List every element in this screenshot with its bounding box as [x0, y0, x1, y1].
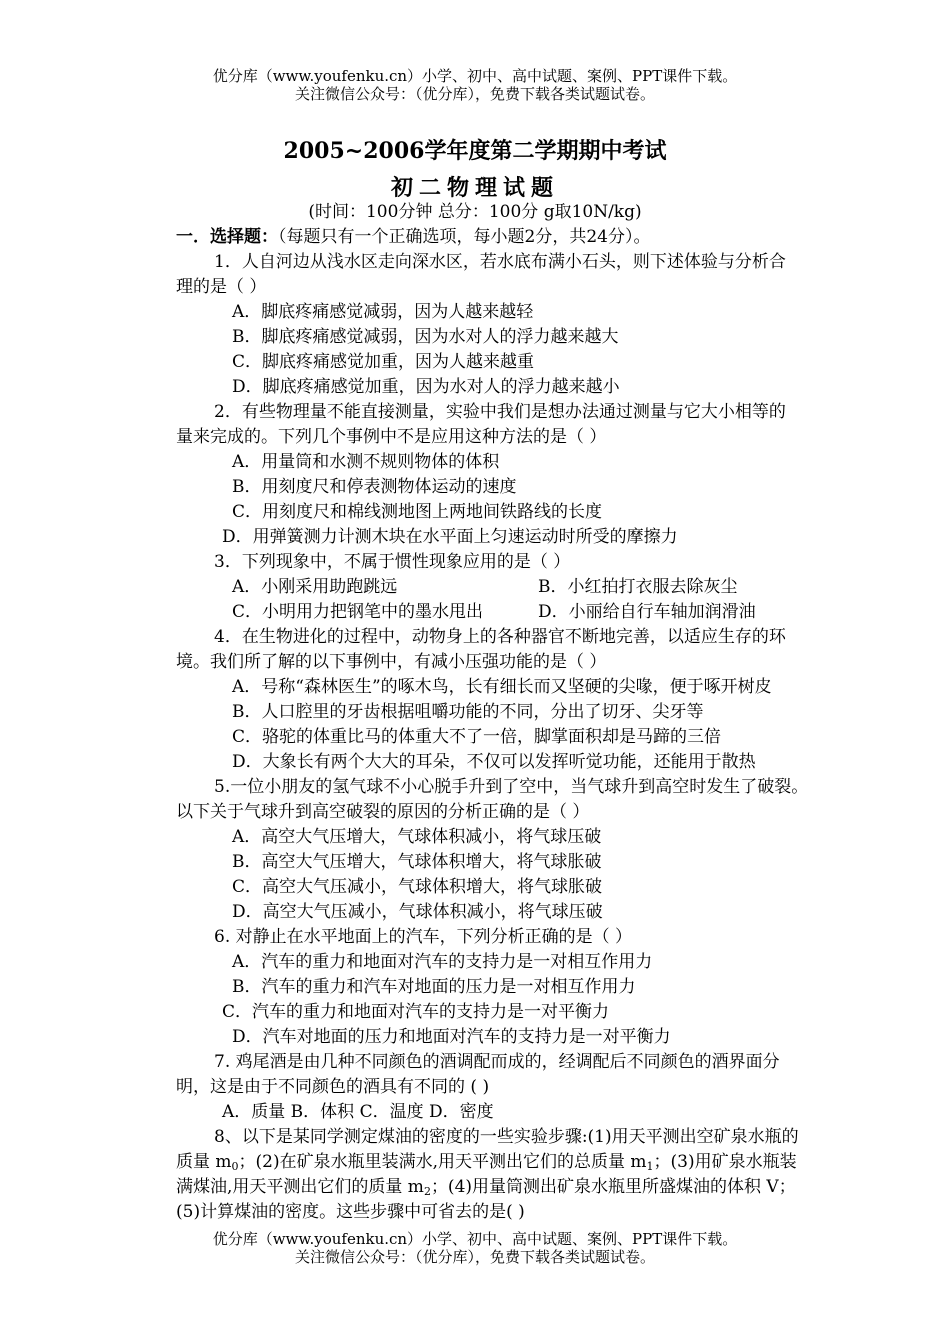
q2-stem-line-1: 2．有些物理量不能直接测量，实验中我们是想办法通过测量与它大小相等的 — [214, 402, 786, 422]
q7-stem-line-1: 7. 鸡尾酒是由几种不同颜色的酒调配而成的，经调配后不同颜色的酒界面分 — [214, 1052, 780, 1072]
footer-line-2: 关注微信公众号：（优分库），免费下载各类试题试卷。 — [294, 1248, 655, 1266]
q3-stem: 3．下列现象中，不属于惯性现象应用的是（ ） — [214, 552, 571, 572]
q1-option-c: C．脚底疼痛感觉加重，因为人越来越重 — [232, 352, 535, 372]
exam-info: (时间：100分钟 总分：100分 g取10N/kg) — [308, 202, 642, 222]
q7-options: A．质量 B．体积 C．温度 D．密度 — [222, 1102, 494, 1122]
q4-stem-line-1: 4．在生物进化的过程中，动物身上的各种器官不断地完善，以适应生存的环 — [214, 627, 786, 647]
q3-option-b: B．小红拍打衣服去除灰尘 — [538, 577, 738, 597]
header-line-1: 优分库（www.youfenku.cn）小学、初中、高中试题、案例、PPT课件下载。 — [212, 67, 738, 85]
q4-option-c: C．骆驼的体重比马的体重大不了一倍，脚掌面积却是马蹄的三倍 — [232, 727, 722, 747]
q6-option-a: A．汽车的重力和地面对汽车的支持力是一对相互作用力 — [232, 952, 653, 972]
q8-line-2-part-a: 质量 m — [176, 1152, 232, 1172]
q5-option-b: B．高空大气压增大，气球体积增大，将气球胀破 — [232, 852, 602, 872]
q8-line-3-part-b: ；(4)用量筒测出矿泉水瓶里所盛煤油的体积 V； — [430, 1177, 796, 1197]
q5-stem-line-2: 以下关于气球升到高空破裂的原因的分析正确的是（ ） — [176, 802, 590, 822]
q8-line-2-part-b: ；(2)在矿泉水瓶里装满水,用天平测出它们的总质量 m — [238, 1152, 647, 1172]
q4-stem-line-2: 境。我们所了解的以下事例中，有减小压强功能的是（ ） — [176, 652, 607, 672]
q5-option-a: A．高空大气压增大，气球体积减小，将气球压破 — [232, 827, 602, 847]
q8-line-1: 8、以下是某同学测定煤油的密度的一些实验步骤:(1)用天平测出空矿泉水瓶的 — [214, 1127, 799, 1147]
section-label: 一．选择题： — [176, 227, 278, 247]
exam-title: 2005~2006学年度第二学期期中考试 — [283, 138, 667, 164]
q4-option-d: D．大象长有两个大大的耳朵，不仅可以发挥听觉功能，还能用于散热 — [232, 752, 756, 772]
q8-line-2-part-c: ；(3)用矿泉水瓶装 — [653, 1152, 797, 1172]
q1-stem-line-2: 理的是（ ） — [176, 277, 267, 297]
q1-stem-line-1: 1．人自河边从浅水区走向深水区，若水底布满小石头，则下述体验与分析合 — [214, 252, 786, 272]
question-content — [176, 225, 876, 1225]
q3-options-row-2 — [176, 600, 876, 625]
q8-subscript-0: 0 — [231, 1160, 239, 1173]
q4-option-b: B．人口腔里的牙齿根据咀嚼功能的不同，分出了切牙、尖牙等 — [232, 702, 704, 722]
q1-option-d: D．脚底疼痛感觉加重，因为水对人的浮力越来越小 — [232, 377, 620, 397]
q6-option-b: B．汽车的重力和汽车对地面的压力是一对相互作用力 — [232, 977, 636, 997]
q5-option-c: C．高空大气压减小，气球体积增大，将气球胀破 — [232, 877, 603, 897]
q3-option-d: D．小丽给自行车轴加润滑油 — [538, 602, 756, 622]
q3-options-row-1 — [176, 575, 876, 600]
q5-stem-line-1: 5.一位小朋友的氢气球不小心脱手升到了空中，当气球升到高空时发生了破裂。 — [214, 777, 809, 797]
q3-option-a: A．小刚采用助跑跳远 — [232, 577, 398, 597]
q8-line-2 — [176, 1150, 876, 1175]
header-line-2: 关注微信公众号：（优分库），免费下载各类试题试卷。 — [294, 85, 655, 103]
q8-line-4: (5)计算煤油的密度。这些步骤中可省去的是( ) — [176, 1202, 525, 1222]
q1-option-a: A．脚底疼痛感觉减弱，因为人越来越轻 — [232, 302, 534, 322]
q2-stem-line-2: 量来完成的。下列几个事例中不是应用这种方法的是（ ） — [176, 427, 607, 447]
q6-option-c: C．汽车的重力和地面对汽车的支持力是一对平衡力 — [222, 1002, 610, 1022]
q2-option-c: C．用刻度尺和棉线测地图上两地间铁路线的长度 — [232, 502, 603, 522]
q1-option-b: B．脚底疼痛感觉减弱，因为水对人的浮力越来越大 — [232, 327, 619, 347]
q2-option-a: A．用量筒和水测不规则物体的体积 — [232, 452, 500, 472]
q7-stem-line-2: 明，这是由于不同颜色的酒具有不同的 ( ) — [176, 1077, 490, 1097]
q6-option-d: D．汽车对地面的压力和地面对汽车的支持力是一对平衡力 — [232, 1027, 671, 1047]
q8-subscript-1: 1 — [646, 1160, 654, 1173]
q2-option-d: D．用弹簧测力计测木块在水平面上匀速运动时所受的摩擦力 — [222, 527, 678, 547]
q8-line-3 — [176, 1175, 876, 1200]
q3-option-c: C．小明用力把钢笔中的墨水甩出 — [232, 602, 484, 622]
q4-option-a: A．号称“森林医生”的啄木鸟，长有细长而又坚硬的尖喙，便于啄开树皮 — [232, 677, 772, 697]
q8-line-3-part-a: 满煤油,用天平测出它们的质量 m — [176, 1177, 424, 1197]
q8-subscript-2: 2 — [423, 1185, 431, 1198]
footer-line-1: 优分库（www.youfenku.cn）小学、初中、高中试题、案例、PPT课件下载。 — [212, 1230, 738, 1248]
q6-stem: 6. 对静止在水平地面上的汽车，下列分析正确的是（ ） — [214, 927, 633, 947]
subject-title: 初二物理试题 — [390, 175, 559, 201]
section-note: （每题只有一个正确选项，每小题2分，共24分）。 — [278, 227, 651, 247]
q5-option-d: D．高空大气压减小，气球体积减小，将气球压破 — [232, 902, 603, 922]
section-heading — [176, 225, 876, 250]
q2-option-b: B．用刻度尺和停表测物体运动的速度 — [232, 477, 517, 497]
